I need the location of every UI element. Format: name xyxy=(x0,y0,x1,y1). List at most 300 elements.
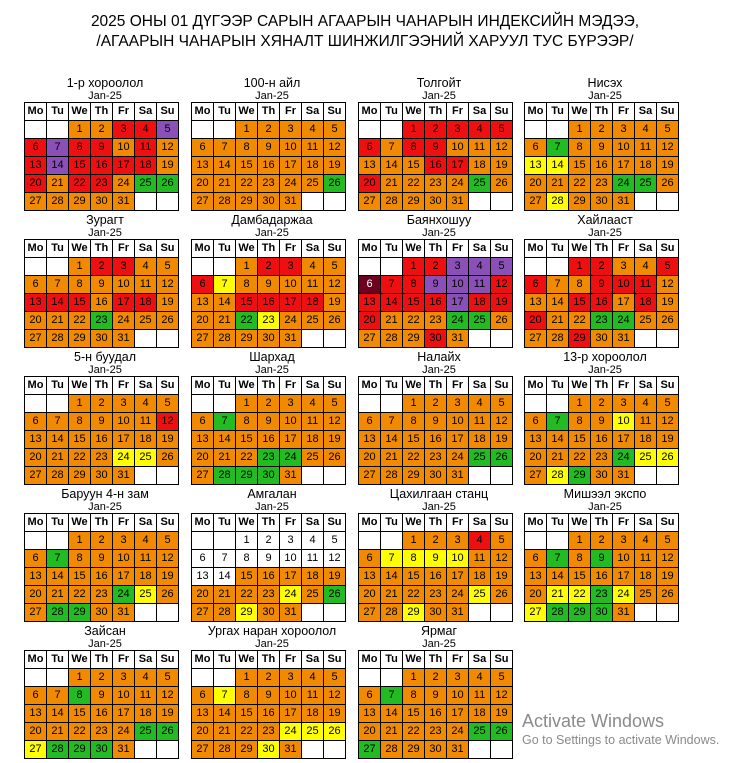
station-calendar xyxy=(524,76,686,211)
weekday-header: Tu xyxy=(381,651,403,669)
day-cell: 4 xyxy=(469,532,491,550)
day-cell: 1 xyxy=(69,532,91,550)
day-cell: 8 xyxy=(569,550,591,568)
day-cell: 10 xyxy=(280,276,302,294)
month-label: Jan-25 xyxy=(422,90,456,102)
day-cell: 13 xyxy=(359,431,381,449)
day-cell: 19 xyxy=(324,294,346,312)
weekday-header: Th xyxy=(91,377,113,395)
day-cell: 28 xyxy=(47,330,69,348)
month-table xyxy=(358,102,513,211)
day-cell: 2 xyxy=(258,258,280,276)
day-cell: 31 xyxy=(280,741,302,759)
weekday-header: We xyxy=(403,240,425,258)
day-cell: 13 xyxy=(25,705,47,723)
empty-cell xyxy=(192,121,214,139)
day-cell: 9 xyxy=(425,276,447,294)
month-table xyxy=(24,513,179,622)
month-label: Jan-25 xyxy=(255,90,289,102)
day-cell: 14 xyxy=(547,157,569,175)
weekday-header: Su xyxy=(491,240,513,258)
day-cell: 17 xyxy=(613,568,635,586)
day-cell: 27 xyxy=(192,330,214,348)
day-cell: 29 xyxy=(569,330,591,348)
day-cell: 1 xyxy=(69,669,91,687)
day-cell: 9 xyxy=(91,413,113,431)
day-cell: 18 xyxy=(635,568,657,586)
day-cell: 8 xyxy=(69,687,91,705)
day-cell: 15 xyxy=(403,294,425,312)
day-cell: 19 xyxy=(657,157,679,175)
empty-cell xyxy=(359,121,381,139)
day-cell: 5 xyxy=(324,395,346,413)
weekday-header: We xyxy=(69,377,91,395)
day-cell: 20 xyxy=(192,723,214,741)
day-cell: 11 xyxy=(302,550,324,568)
day-cell: 16 xyxy=(258,294,280,312)
day-cell: 28 xyxy=(547,330,569,348)
day-cell: 11 xyxy=(469,139,491,157)
day-cell: 17 xyxy=(613,431,635,449)
day-cell: 19 xyxy=(491,705,513,723)
day-cell: 18 xyxy=(135,157,157,175)
empty-cell xyxy=(381,395,403,413)
day-cell: 4 xyxy=(635,121,657,139)
day-cell: 31 xyxy=(280,604,302,622)
day-cell: 22 xyxy=(403,723,425,741)
day-cell: 11 xyxy=(135,687,157,705)
weekday-header: Th xyxy=(91,240,113,258)
day-cell: 25 xyxy=(469,312,491,330)
day-cell: 12 xyxy=(491,276,513,294)
empty-cell xyxy=(381,258,403,276)
day-cell: 7 xyxy=(47,550,69,568)
weekday-header: Fr xyxy=(613,240,635,258)
day-cell: 12 xyxy=(157,139,179,157)
day-cell: 11 xyxy=(135,550,157,568)
weekday-header: Su xyxy=(491,103,513,121)
day-cell: 21 xyxy=(47,449,69,467)
weekday-header: Mo xyxy=(192,514,214,532)
empty-cell xyxy=(381,532,403,550)
day-cell: 9 xyxy=(91,139,113,157)
day-cell: 27 xyxy=(25,604,47,622)
day-cell: 23 xyxy=(591,312,613,330)
day-cell: 6 xyxy=(25,687,47,705)
weekday-header: Tu xyxy=(214,377,236,395)
empty-cell xyxy=(491,741,513,759)
weekday-header: We xyxy=(569,240,591,258)
day-cell: 16 xyxy=(258,568,280,586)
empty-cell xyxy=(359,532,381,550)
empty-cell xyxy=(302,604,324,622)
day-cell: 8 xyxy=(236,276,258,294)
empty-cell xyxy=(635,467,657,485)
day-cell: 31 xyxy=(613,604,635,622)
day-cell: 20 xyxy=(192,449,214,467)
day-cell: 28 xyxy=(47,604,69,622)
weekday-header: Th xyxy=(91,651,113,669)
day-cell: 12 xyxy=(324,550,346,568)
empty-cell xyxy=(547,532,569,550)
day-cell: 15 xyxy=(569,568,591,586)
day-cell: 1 xyxy=(236,258,258,276)
day-cell: 23 xyxy=(258,312,280,330)
empty-cell xyxy=(359,395,381,413)
day-cell: 5 xyxy=(324,669,346,687)
day-cell: 30 xyxy=(258,330,280,348)
day-cell: 3 xyxy=(613,121,635,139)
day-cell: 5 xyxy=(491,532,513,550)
day-cell: 30 xyxy=(91,467,113,485)
empty-cell xyxy=(547,121,569,139)
day-cell: 21 xyxy=(214,449,236,467)
weekday-header: Th xyxy=(425,651,447,669)
station-name: Зайсан xyxy=(84,624,126,638)
weekday-header: We xyxy=(236,651,258,669)
day-cell: 1 xyxy=(403,669,425,687)
day-cell: 31 xyxy=(613,330,635,348)
day-cell: 30 xyxy=(258,741,280,759)
day-cell: 30 xyxy=(258,604,280,622)
weekday-header: Su xyxy=(157,103,179,121)
day-cell: 28 xyxy=(214,604,236,622)
day-cell: 21 xyxy=(381,175,403,193)
day-cell: 12 xyxy=(324,687,346,705)
month-table xyxy=(24,376,179,485)
station-name: Нисэх xyxy=(587,76,623,90)
weekday-header: Su xyxy=(657,377,679,395)
day-cell: 21 xyxy=(214,586,236,604)
empty-cell xyxy=(324,467,346,485)
day-cell: 29 xyxy=(236,467,258,485)
weekday-header: Sa xyxy=(302,651,324,669)
empty-cell xyxy=(469,467,491,485)
weekday-header: Th xyxy=(258,240,280,258)
day-cell: 19 xyxy=(324,705,346,723)
weekday-header: Su xyxy=(657,103,679,121)
day-cell: 30 xyxy=(425,467,447,485)
day-cell: 4 xyxy=(635,395,657,413)
day-cell: 28 xyxy=(547,193,569,211)
day-cell: 5 xyxy=(491,669,513,687)
watermark-title: Activate Windows xyxy=(522,711,665,731)
day-cell: 28 xyxy=(547,604,569,622)
weekday-header: Fr xyxy=(113,240,135,258)
day-cell: 7 xyxy=(214,276,236,294)
day-cell: 29 xyxy=(236,330,258,348)
month-label: Jan-25 xyxy=(588,227,622,239)
weekday-header: Sa xyxy=(302,377,324,395)
day-cell: 8 xyxy=(569,276,591,294)
empty-cell xyxy=(135,330,157,348)
station-name: Ярмаг xyxy=(420,624,458,638)
day-cell: 22 xyxy=(236,723,258,741)
empty-cell xyxy=(25,395,47,413)
day-cell: 23 xyxy=(425,175,447,193)
weekday-header: We xyxy=(403,377,425,395)
weekday-header: Su xyxy=(324,103,346,121)
day-cell: 14 xyxy=(47,294,69,312)
weekday-header: Su xyxy=(324,514,346,532)
weekday-header: Tu xyxy=(47,514,69,532)
day-cell: 16 xyxy=(91,157,113,175)
day-cell: 16 xyxy=(258,705,280,723)
weekday-header: Mo xyxy=(25,377,47,395)
day-cell: 14 xyxy=(381,568,403,586)
day-cell: 17 xyxy=(613,294,635,312)
day-cell: 26 xyxy=(324,723,346,741)
day-cell: 3 xyxy=(447,669,469,687)
day-cell: 16 xyxy=(258,157,280,175)
weekday-header: Su xyxy=(157,377,179,395)
station-calendar xyxy=(24,487,186,622)
station-calendar xyxy=(358,350,520,485)
day-cell: 15 xyxy=(236,431,258,449)
day-cell: 27 xyxy=(359,330,381,348)
weekday-header: Tu xyxy=(47,651,69,669)
day-cell: 10 xyxy=(613,413,635,431)
day-cell: 2 xyxy=(258,395,280,413)
day-cell: 9 xyxy=(425,139,447,157)
day-cell: 18 xyxy=(302,294,324,312)
day-cell: 10 xyxy=(280,139,302,157)
day-cell: 12 xyxy=(491,687,513,705)
empty-cell xyxy=(192,669,214,687)
day-cell: 28 xyxy=(214,193,236,211)
empty-cell xyxy=(302,741,324,759)
month-table xyxy=(524,239,679,348)
weekday-header: Fr xyxy=(613,377,635,395)
page-title xyxy=(0,12,730,52)
month-label: Jan-25 xyxy=(88,227,122,239)
day-cell: 6 xyxy=(25,550,47,568)
day-cell: 12 xyxy=(657,276,679,294)
day-cell: 2 xyxy=(258,532,280,550)
day-cell: 25 xyxy=(135,312,157,330)
empty-cell xyxy=(324,193,346,211)
empty-cell xyxy=(635,330,657,348)
weekday-header: Mo xyxy=(192,377,214,395)
weekday-header: Fr xyxy=(113,103,135,121)
day-cell: 7 xyxy=(214,139,236,157)
day-cell: 14 xyxy=(214,431,236,449)
station-name: Толгойт xyxy=(416,76,462,90)
day-cell: 24 xyxy=(447,723,469,741)
weekday-header: Mo xyxy=(525,377,547,395)
day-cell: 11 xyxy=(635,139,657,157)
day-cell: 8 xyxy=(403,139,425,157)
day-cell: 23 xyxy=(425,723,447,741)
day-cell: 13 xyxy=(525,431,547,449)
day-cell: 22 xyxy=(69,449,91,467)
day-cell: 11 xyxy=(469,413,491,431)
day-cell: 23 xyxy=(91,449,113,467)
day-cell: 5 xyxy=(324,121,346,139)
day-cell: 1 xyxy=(236,532,258,550)
day-cell: 3 xyxy=(280,121,302,139)
station-calendar xyxy=(358,487,520,622)
weekday-header: Mo xyxy=(25,240,47,258)
weekday-header: Tu xyxy=(214,240,236,258)
day-cell: 4 xyxy=(302,669,324,687)
empty-cell xyxy=(135,741,157,759)
day-cell: 3 xyxy=(113,669,135,687)
day-cell: 22 xyxy=(236,586,258,604)
day-cell: 9 xyxy=(591,276,613,294)
weekday-header: Su xyxy=(491,651,513,669)
empty-cell xyxy=(157,193,179,211)
day-cell: 12 xyxy=(324,139,346,157)
day-cell: 22 xyxy=(69,586,91,604)
day-cell: 18 xyxy=(469,705,491,723)
day-cell: 25 xyxy=(469,449,491,467)
day-cell: 11 xyxy=(302,413,324,431)
weekday-header: Su xyxy=(157,651,179,669)
day-cell: 20 xyxy=(359,586,381,604)
empty-cell xyxy=(359,258,381,276)
day-cell: 17 xyxy=(113,294,135,312)
day-cell: 29 xyxy=(403,193,425,211)
day-cell: 13 xyxy=(359,568,381,586)
day-cell: 18 xyxy=(135,568,157,586)
day-cell: 12 xyxy=(657,413,679,431)
day-cell: 22 xyxy=(403,175,425,193)
empty-cell xyxy=(547,258,569,276)
day-cell: 31 xyxy=(113,741,135,759)
day-cell: 4 xyxy=(135,258,157,276)
day-cell: 31 xyxy=(447,741,469,759)
day-cell: 18 xyxy=(635,431,657,449)
day-cell: 13 xyxy=(525,568,547,586)
empty-cell xyxy=(135,467,157,485)
weekday-header: Fr xyxy=(280,651,302,669)
day-cell: 20 xyxy=(25,312,47,330)
day-cell: 15 xyxy=(569,294,591,312)
day-cell: 2 xyxy=(425,121,447,139)
empty-cell xyxy=(359,669,381,687)
day-cell: 22 xyxy=(69,312,91,330)
day-cell: 18 xyxy=(635,294,657,312)
title-line-1: 2025 ОНЫ 01 ДҮГЭЭР САРЫН АГААРЫН ЧАНАРЫН ИНДЕКСИЙН МЭДЭЭ, xyxy=(90,13,640,30)
day-cell: 25 xyxy=(302,175,324,193)
day-cell: 26 xyxy=(491,723,513,741)
weekday-header: Fr xyxy=(280,103,302,121)
month-label: Jan-25 xyxy=(588,364,622,376)
day-cell: 31 xyxy=(447,604,469,622)
day-cell: 6 xyxy=(359,550,381,568)
month-label: Jan-25 xyxy=(588,501,622,513)
day-cell: 4 xyxy=(135,121,157,139)
day-cell: 9 xyxy=(591,550,613,568)
day-cell: 22 xyxy=(569,449,591,467)
weekday-header: Th xyxy=(591,240,613,258)
day-cell: 3 xyxy=(447,395,469,413)
day-cell: 11 xyxy=(135,276,157,294)
weekday-header: Sa xyxy=(135,514,157,532)
day-cell: 30 xyxy=(425,741,447,759)
day-cell: 26 xyxy=(491,449,513,467)
month-label: Jan-25 xyxy=(422,227,456,239)
weekday-header: Tu xyxy=(381,377,403,395)
weekday-header: Fr xyxy=(113,514,135,532)
day-cell: 27 xyxy=(359,193,381,211)
day-cell: 20 xyxy=(25,723,47,741)
weekday-header: Mo xyxy=(359,240,381,258)
weekday-header: Sa xyxy=(302,103,324,121)
empty-cell xyxy=(657,604,679,622)
empty-cell xyxy=(381,669,403,687)
day-cell: 12 xyxy=(157,276,179,294)
day-cell: 30 xyxy=(425,330,447,348)
day-cell: 3 xyxy=(613,395,635,413)
weekday-header: Tu xyxy=(214,514,236,532)
empty-cell xyxy=(491,604,513,622)
day-cell: 10 xyxy=(613,139,635,157)
day-cell: 11 xyxy=(469,687,491,705)
day-cell: 11 xyxy=(469,550,491,568)
empty-cell xyxy=(547,395,569,413)
day-cell: 2 xyxy=(258,121,280,139)
day-cell: 17 xyxy=(447,294,469,312)
day-cell: 14 xyxy=(47,431,69,449)
weekday-header: Su xyxy=(491,514,513,532)
station-calendar xyxy=(524,213,686,348)
day-cell: 28 xyxy=(381,604,403,622)
day-cell: 29 xyxy=(69,467,91,485)
day-cell: 8 xyxy=(69,276,91,294)
station-name: Цахилгаан станц xyxy=(389,487,489,501)
day-cell: 2 xyxy=(91,532,113,550)
weekday-header: Sa xyxy=(302,240,324,258)
day-cell: 1 xyxy=(569,395,591,413)
weekday-header: Sa xyxy=(469,514,491,532)
day-cell: 22 xyxy=(236,312,258,330)
day-cell: 8 xyxy=(403,687,425,705)
weekday-header: Mo xyxy=(25,514,47,532)
day-cell: 10 xyxy=(447,413,469,431)
month-table xyxy=(191,102,346,211)
day-cell: 10 xyxy=(113,139,135,157)
day-cell: 10 xyxy=(280,687,302,705)
day-cell: 1 xyxy=(403,532,425,550)
day-cell: 21 xyxy=(547,312,569,330)
day-cell: 17 xyxy=(447,568,469,586)
day-cell: 6 xyxy=(192,413,214,431)
day-cell: 2 xyxy=(591,395,613,413)
day-cell: 19 xyxy=(491,431,513,449)
day-cell: 3 xyxy=(447,121,469,139)
day-cell: 1 xyxy=(69,258,91,276)
day-cell: 21 xyxy=(47,175,69,193)
day-cell: 20 xyxy=(192,312,214,330)
day-cell: 21 xyxy=(47,723,69,741)
day-cell: 17 xyxy=(447,705,469,723)
day-cell: 8 xyxy=(403,413,425,431)
weekday-header: Tu xyxy=(47,240,69,258)
empty-cell xyxy=(525,395,547,413)
day-cell: 18 xyxy=(135,431,157,449)
day-cell: 7 xyxy=(547,276,569,294)
day-cell: 13 xyxy=(25,568,47,586)
day-cell: 9 xyxy=(425,413,447,431)
weekday-header: We xyxy=(403,514,425,532)
weekday-header: Sa xyxy=(469,103,491,121)
day-cell: 24 xyxy=(113,586,135,604)
day-cell: 13 xyxy=(192,294,214,312)
weekday-header: Th xyxy=(591,103,613,121)
day-cell: 30 xyxy=(91,741,113,759)
